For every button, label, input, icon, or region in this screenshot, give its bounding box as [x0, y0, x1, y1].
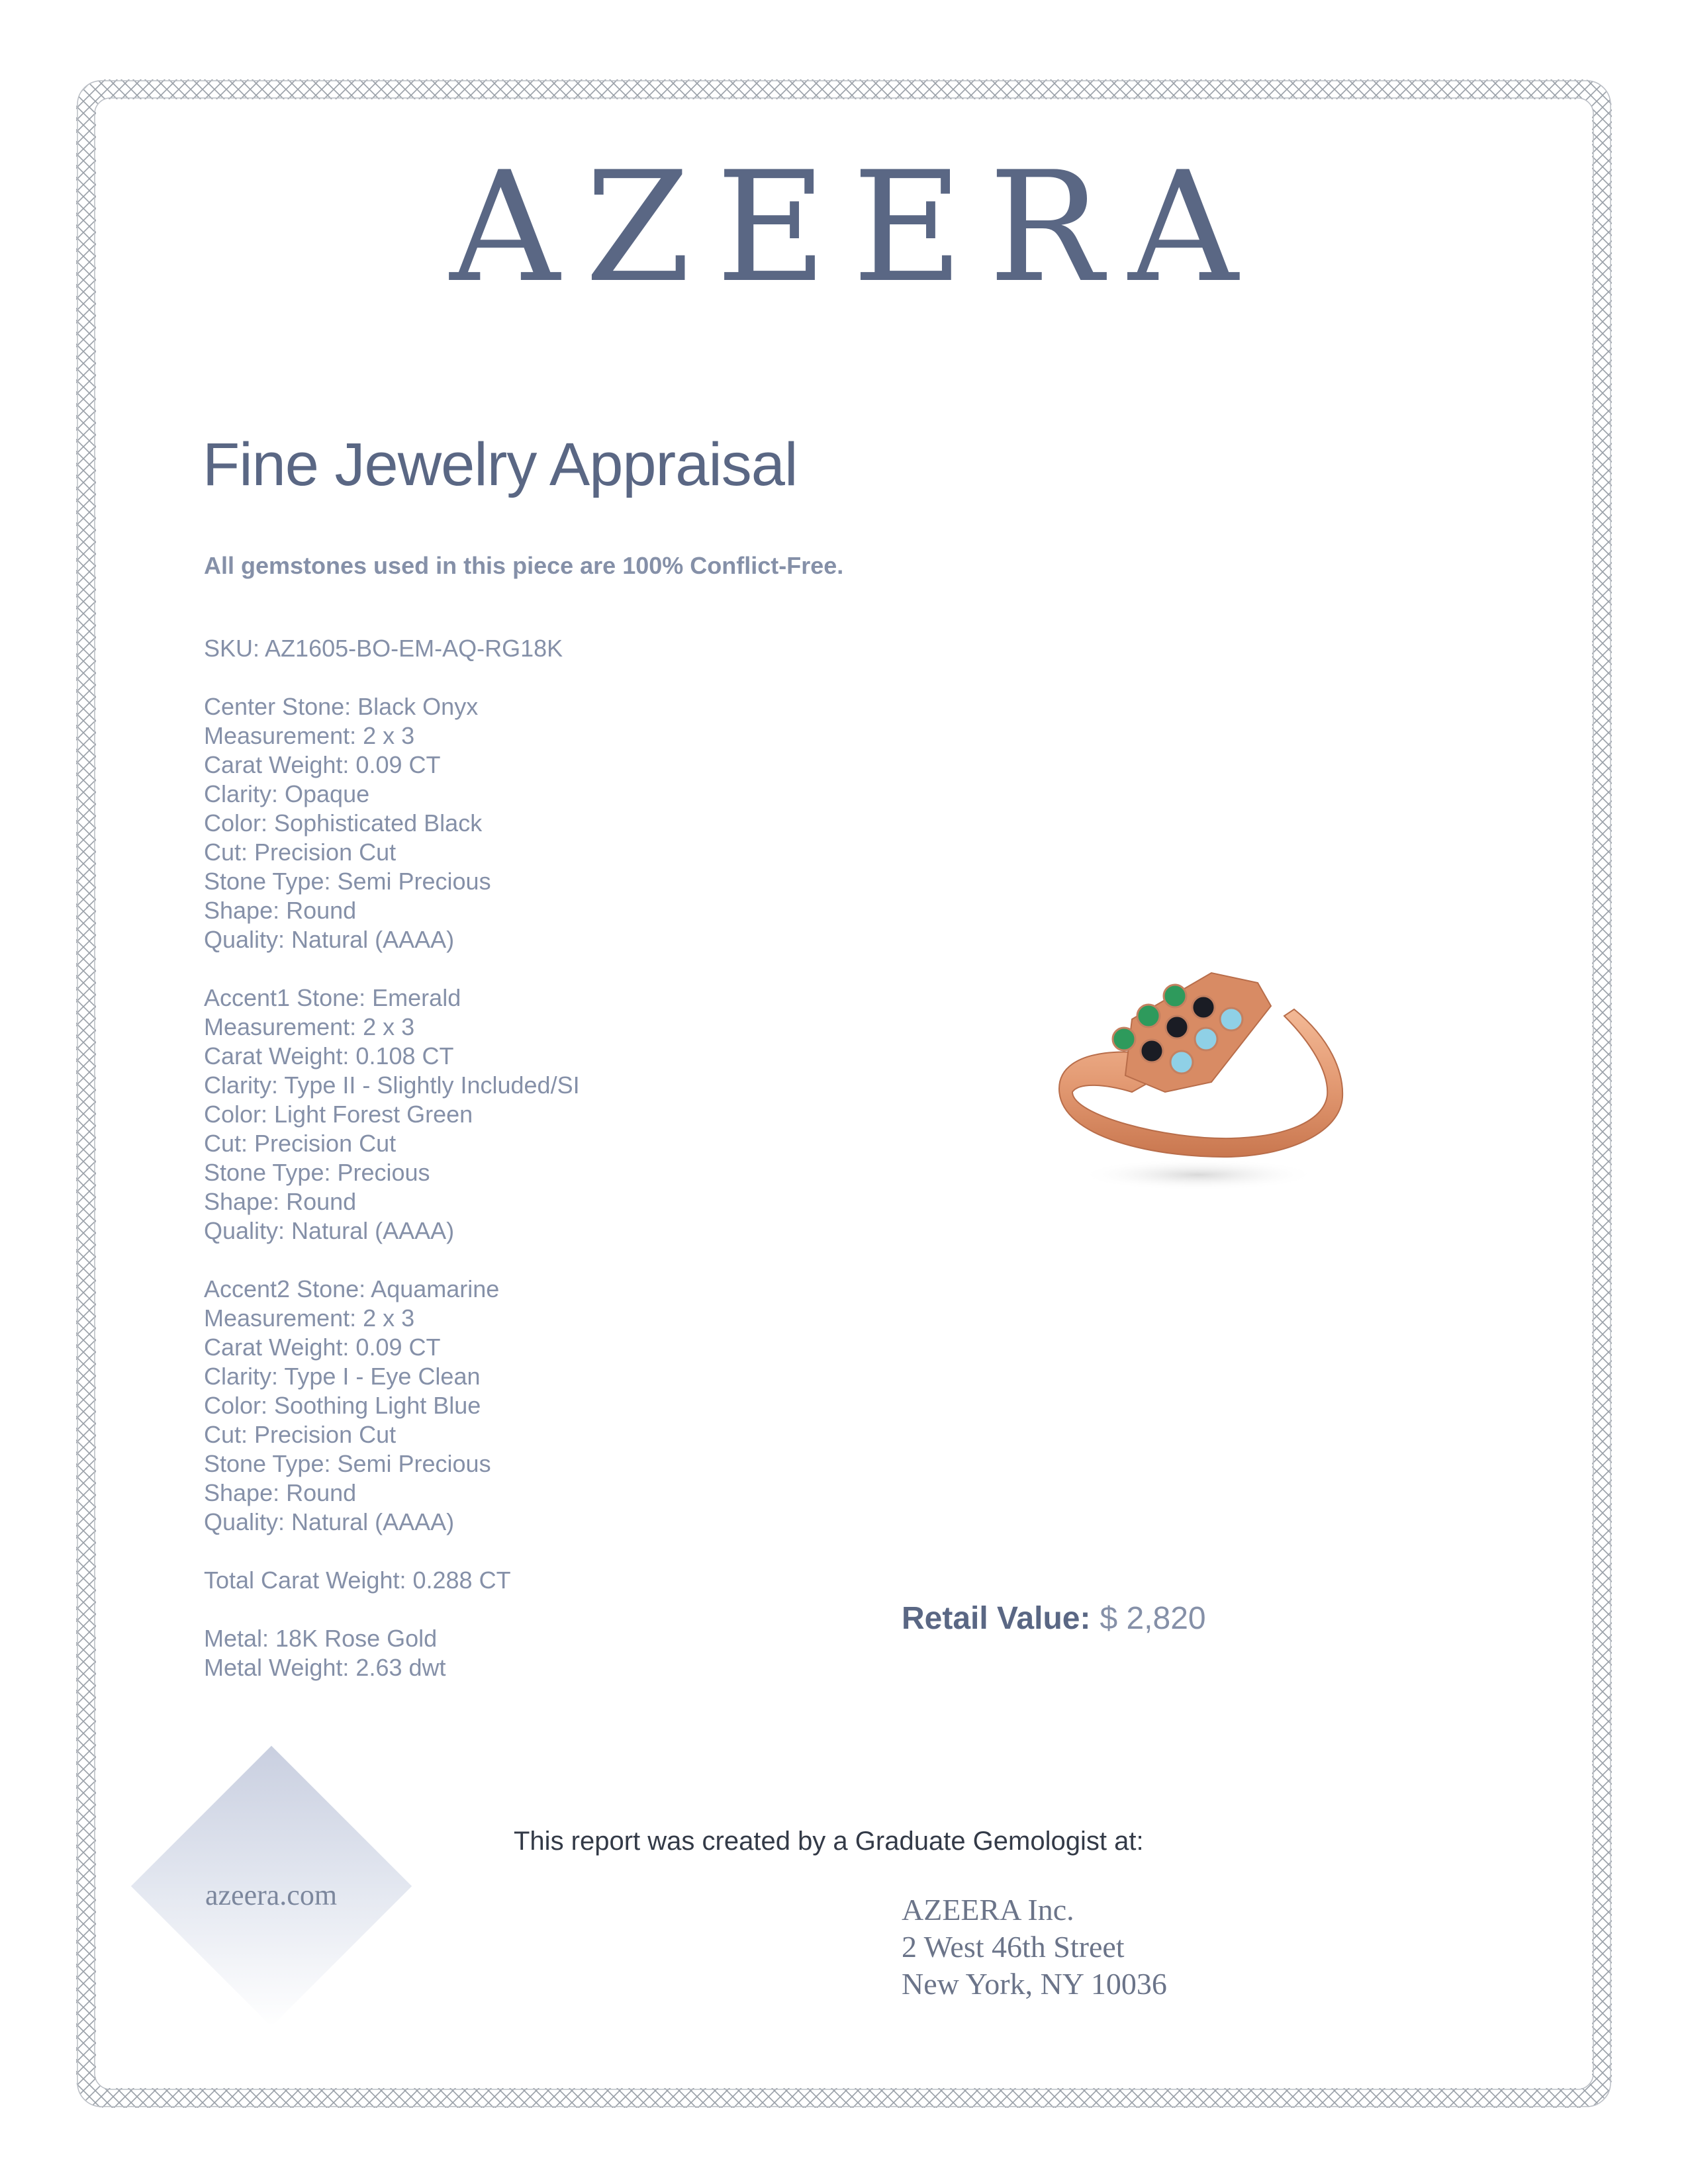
accent2-clarity: Clarity: Type I - Eye Clean — [204, 1363, 481, 1390]
accent1-carat-weight: Carat Weight: 0.108 CT — [204, 1042, 454, 1069]
center-stone-quality: Quality: Natural (AAAA) — [204, 926, 455, 953]
created-by-note: This report was created by a Graduate Gemologist at: — [514, 1827, 1144, 1856]
accent2-cut: Cut: Precision Cut — [204, 1421, 397, 1448]
center-stone-measurement: Measurement: 2 x 3 — [204, 722, 415, 749]
accent2-color: Color: Soothing Light Blue — [204, 1392, 481, 1419]
conflict-free-note: All gemstones used in this piece are 100% Conflict-Free. — [204, 552, 844, 579]
accent1-clarity: Clarity: Type II - Slightly Included/SI — [204, 1071, 580, 1099]
center-stone-carat-weight: Carat Weight: 0.09 CT — [204, 751, 441, 778]
retail-value-amount: $ 2,820 — [1100, 1601, 1206, 1636]
center-stone-clarity: Clarity: Opaque — [204, 780, 370, 807]
metal-weight: Metal Weight: 2.63 dwt — [204, 1654, 446, 1681]
company-street: 2 West 46th Street — [902, 1930, 1125, 1964]
page-title: Fine Jewelry Appraisal — [203, 431, 798, 498]
accent1-measurement: Measurement: 2 x 3 — [204, 1013, 415, 1040]
total-carat-weight: Total Carat Weight: 0.288 CT — [204, 1567, 511, 1594]
company-city: New York, NY 10036 — [902, 1967, 1167, 2001]
company-name: AZEERA Inc. — [902, 1893, 1074, 1927]
ring-image — [1033, 946, 1364, 1198]
center-stone-shape: Shape: Round — [204, 897, 357, 924]
accent1-quality: Quality: Natural (AAAA) — [204, 1217, 455, 1244]
sku-line: SKU: AZ1605-BO-EM-AQ-RG18K — [204, 635, 563, 662]
accent1-stone-type: Stone Type: Precious — [204, 1159, 430, 1186]
accent1-shape: Shape: Round — [204, 1188, 357, 1215]
center-stone-type: Stone Type: Semi Precious — [204, 868, 491, 895]
center-stone-cut: Cut: Precision Cut — [204, 839, 397, 866]
accent2-stone-type: Stone Type: Semi Precious — [204, 1450, 491, 1477]
accent2-stone-name: Accent2 Stone: Aquamarine — [204, 1275, 500, 1302]
retail-value — [902, 1600, 1206, 1637]
retail-value-label: Retail Value: — [902, 1601, 1091, 1636]
specifications-list — [204, 634, 580, 1682]
company-address — [902, 1891, 1167, 2003]
brand-logo: AZEERA — [449, 140, 1264, 316]
center-stone-color: Color: Sophisticated Black — [204, 809, 483, 837]
metal: Metal: 18K Rose Gold — [204, 1625, 438, 1652]
accent1-cut: Cut: Precision Cut — [204, 1130, 397, 1157]
accent1-color: Color: Light Forest Green — [204, 1101, 473, 1128]
accent2-measurement: Measurement: 2 x 3 — [204, 1304, 415, 1332]
website-link[interactable]: azeera.com — [205, 1879, 338, 1911]
accent2-quality: Quality: Natural (AAAA) — [204, 1508, 455, 1535]
accent2-carat-weight: Carat Weight: 0.09 CT — [204, 1334, 441, 1361]
accent1-stone-name: Accent1 Stone: Emerald — [204, 984, 461, 1011]
center-stone-name: Center Stone: Black Onyx — [204, 693, 479, 720]
accent2-shape: Shape: Round — [204, 1479, 357, 1506]
